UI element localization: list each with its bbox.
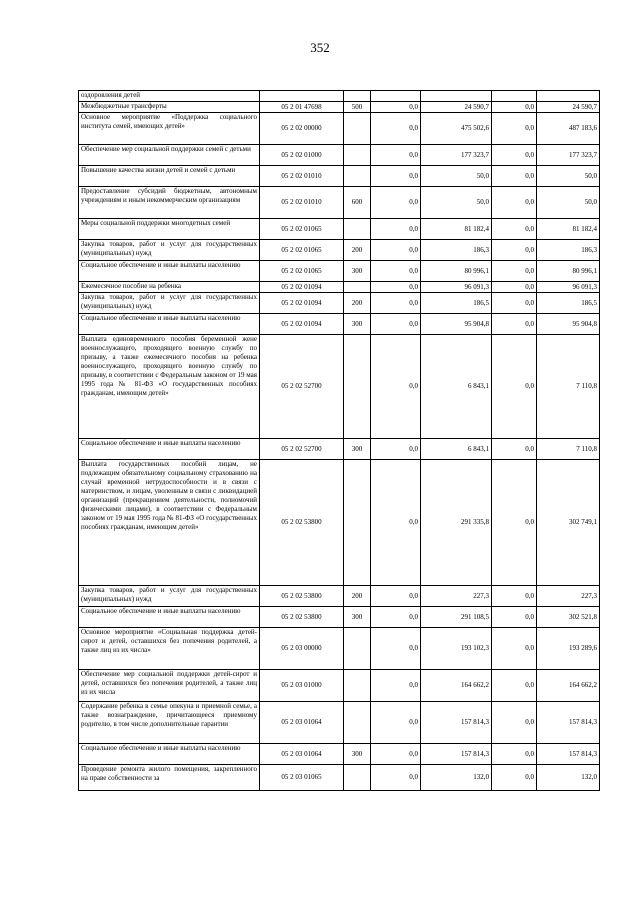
- target-code-cell: 05 2 03 01065: [260, 765, 344, 791]
- value-col-2-cell: 227,3: [421, 586, 492, 607]
- expense-type-cell: 600: [344, 187, 371, 219]
- value-col-3-cell: 0,0: [492, 702, 537, 744]
- value-col-4-cell: 302 749,1: [537, 460, 600, 586]
- row-name-cell: Социальное обеспечение и иные выплаты населению: [79, 439, 260, 460]
- value-col-2-cell: 291 335,8: [421, 460, 492, 586]
- row-name-cell: Повышение качества жизни детей и семей с детьми: [79, 166, 260, 187]
- row-name-cell: Ежемесячное пособие на ребенка: [79, 282, 260, 293]
- value-col-3-cell: 0,0: [492, 765, 537, 791]
- expense-type-cell: 200: [344, 240, 371, 261]
- value-col-2-cell: 186,5: [421, 293, 492, 314]
- expense-type-cell: [344, 91, 371, 102]
- value-col-1-cell: 0,0: [371, 145, 421, 166]
- table-row: [79, 240, 600, 261]
- value-col-1-cell: 0,0: [371, 335, 421, 439]
- expense-type-cell: [344, 335, 371, 439]
- value-col-4-cell: 193 289,6: [537, 628, 600, 670]
- row-name-cell: оздоровления детей: [79, 91, 260, 102]
- value-col-3-cell: 0,0: [492, 744, 537, 765]
- row-name-cell: Проведение ремонта жилого помещения, закрепленного на праве собственности за: [79, 765, 260, 791]
- value-col-4-cell: 302 521,8: [537, 607, 600, 628]
- value-col-4-cell: 487 183,6: [537, 113, 600, 145]
- row-name-cell: Выплата государственных пособий лицам, не подлежащим обязательному социальному страхованию на случай временной нетрудоспособности и в связи с материнством, и лицам, уволенным в связи с ликвидацией организаций (прекращением деятельности, полномочий физическими лицами), в соответствии с Федеральным законом от 19 мая 1995 года № 81-ФЗ «О государственных пособиях гражданам, имеющим детей»: [79, 460, 260, 586]
- value-col-2-cell: 81 182,4: [421, 219, 492, 240]
- value-col-4-cell: 157 814,3: [537, 744, 600, 765]
- value-col-4-cell: 81 182,4: [537, 219, 600, 240]
- value-col-4-cell: 50,0: [537, 187, 600, 219]
- value-col-1-cell: 0,0: [371, 628, 421, 670]
- expense-type-cell: 300: [344, 314, 371, 335]
- target-code-cell: 05 2 01 47698: [260, 102, 344, 113]
- value-col-3-cell: 0,0: [492, 293, 537, 314]
- table-row: [79, 628, 600, 670]
- value-col-1-cell: 0,0: [371, 744, 421, 765]
- value-col-2-cell: 186,3: [421, 240, 492, 261]
- table-row: [79, 282, 600, 293]
- expense-type-cell: [344, 460, 371, 586]
- row-name-cell: Выплата единовременного пособия беременной жене военнослужащего, проходящего военную службу по призыву, а также ежемесячного пособия на ребенка военнослужащего, проходящего военную службу по призыву, в соответствии с Федеральным законом от 19 мая 1995 года № 81-ФЗ «О государственных пособиях гражданам, имеющим детей»: [79, 335, 260, 439]
- value-col-2-cell: 95 904,8: [421, 314, 492, 335]
- value-col-2-cell: 157 814,3: [421, 744, 492, 765]
- value-col-3-cell: 0,0: [492, 586, 537, 607]
- value-col-2-cell: 50,0: [421, 166, 492, 187]
- expense-type-cell: [344, 145, 371, 166]
- value-col-4-cell: 7 110,8: [537, 439, 600, 460]
- value-col-2-cell: 24 590,7: [421, 102, 492, 113]
- expense-type-cell: [344, 166, 371, 187]
- value-col-1-cell: 0,0: [371, 460, 421, 586]
- target-code-cell: 05 2 02 53800: [260, 586, 344, 607]
- target-code-cell: 05 2 02 00000: [260, 113, 344, 145]
- table-row: [79, 219, 600, 240]
- expense-type-cell: [344, 628, 371, 670]
- target-code-cell: 05 2 02 01094: [260, 314, 344, 335]
- value-col-3-cell: 0,0: [492, 628, 537, 670]
- value-col-2-cell: 291 108,5: [421, 607, 492, 628]
- expense-type-cell: [344, 765, 371, 791]
- value-col-3-cell: 0,0: [492, 335, 537, 439]
- value-col-1-cell: 0,0: [371, 113, 421, 145]
- row-name-cell: Обеспечение мер социальной поддержки детей-сирот и детей, оставшихся без попечения родителей, а также лиц из их числа: [79, 670, 260, 702]
- value-col-1-cell: 0,0: [371, 702, 421, 744]
- budget-table: [78, 90, 600, 791]
- table-row: [79, 314, 600, 335]
- value-col-3-cell: 0,0: [492, 314, 537, 335]
- expense-type-cell: 300: [344, 744, 371, 765]
- value-col-4-cell: 96 091,3: [537, 282, 600, 293]
- table-row: [79, 166, 600, 187]
- table-row: [79, 765, 600, 791]
- expense-type-cell: 200: [344, 293, 371, 314]
- value-col-3-cell: 0,0: [492, 460, 537, 586]
- value-col-3-cell: 0,0: [492, 219, 537, 240]
- value-col-1-cell: 0,0: [371, 261, 421, 282]
- row-name-cell: Закупка товаров, работ и услуг для государственных (муниципальных) нужд: [79, 293, 260, 314]
- row-name-cell: Меры социальной поддержки многодетных семей: [79, 219, 260, 240]
- table-row: [79, 145, 600, 166]
- value-col-3-cell: 0,0: [492, 439, 537, 460]
- table-row: [79, 586, 600, 607]
- value-col-3-cell: 0,0: [492, 282, 537, 293]
- table-row: [79, 102, 600, 113]
- value-col-3-cell: 0,0: [492, 102, 537, 113]
- target-code-cell: 05 2 02 01010: [260, 187, 344, 219]
- value-col-4-cell: 157 814,3: [537, 702, 600, 744]
- target-code-cell: 05 2 02 52700: [260, 335, 344, 439]
- table-row: [79, 335, 600, 439]
- target-code-cell: 05 2 02 01094: [260, 293, 344, 314]
- value-col-1-cell: 0,0: [371, 102, 421, 113]
- target-code-cell: 05 2 02 01065: [260, 240, 344, 261]
- target-code-cell: 05 2 02 52700: [260, 439, 344, 460]
- row-name-cell: Обеспечение мер социальной поддержки семей с детьми: [79, 145, 260, 166]
- value-col-2-cell: 50,0: [421, 187, 492, 219]
- value-col-2-cell: 475 502,6: [421, 113, 492, 145]
- row-name-cell: Предоставление субсидий бюджетным, автономным учреждениям и иным некоммерческим организациям: [79, 187, 260, 219]
- target-code-cell: 05 2 02 53800: [260, 460, 344, 586]
- value-col-4-cell: 186,5: [537, 293, 600, 314]
- value-col-3-cell: 0,0: [492, 607, 537, 628]
- table-row: [79, 91, 600, 102]
- value-col-1-cell: 0,0: [371, 282, 421, 293]
- value-col-1-cell: 0,0: [371, 586, 421, 607]
- target-code-cell: [260, 91, 344, 102]
- row-name-cell: Содержание ребенка в семье опекуна и приемной семье, а также вознаграждение, причитающееся приемному родителю, в том числе дополнительные гарантии: [79, 702, 260, 744]
- value-col-3-cell: 0,0: [492, 145, 537, 166]
- value-col-1-cell: 0,0: [371, 240, 421, 261]
- table-row: [79, 261, 600, 282]
- target-code-cell: 05 2 02 53800: [260, 607, 344, 628]
- value-col-4-cell: 80 996,1: [537, 261, 600, 282]
- value-col-2-cell: 157 814,3: [421, 702, 492, 744]
- target-code-cell: 05 2 02 01094: [260, 282, 344, 293]
- value-col-1-cell: 0,0: [371, 670, 421, 702]
- value-col-4-cell: 50,0: [537, 166, 600, 187]
- value-col-1-cell: 0,0: [371, 439, 421, 460]
- value-col-4-cell: 164 662,2: [537, 670, 600, 702]
- value-col-2-cell: 6 843,1: [421, 335, 492, 439]
- value-col-1-cell: 0,0: [371, 187, 421, 219]
- value-col-3-cell: 0,0: [492, 670, 537, 702]
- table-row: [79, 293, 600, 314]
- value-col-3-cell: 0,0: [492, 261, 537, 282]
- value-col-2-cell: 6 843,1: [421, 439, 492, 460]
- expense-type-cell: [344, 702, 371, 744]
- value-col-3-cell: 0,0: [492, 166, 537, 187]
- target-code-cell: 05 2 02 01010: [260, 166, 344, 187]
- value-col-2-cell: 80 996,1: [421, 261, 492, 282]
- value-col-4-cell: 24 590,7: [537, 102, 600, 113]
- value-col-3-cell: 0,0: [492, 187, 537, 219]
- value-col-2-cell: [421, 91, 492, 102]
- value-col-4-cell: 177 323,7: [537, 145, 600, 166]
- table-row: [79, 439, 600, 460]
- value-col-2-cell: 177 323,7: [421, 145, 492, 166]
- target-code-cell: 05 2 03 00000: [260, 628, 344, 670]
- target-code-cell: 05 2 03 01064: [260, 744, 344, 765]
- value-col-2-cell: 193 102,3: [421, 628, 492, 670]
- value-col-3-cell: [492, 91, 537, 102]
- value-col-4-cell: 227,3: [537, 586, 600, 607]
- table-row: [79, 113, 600, 145]
- target-code-cell: 05 2 02 01065: [260, 261, 344, 282]
- value-col-4-cell: 186,3: [537, 240, 600, 261]
- value-col-4-cell: 132,0: [537, 765, 600, 791]
- value-col-1-cell: 0,0: [371, 293, 421, 314]
- target-code-cell: 05 2 03 01064: [260, 702, 344, 744]
- target-code-cell: 05 2 02 01000: [260, 145, 344, 166]
- expense-type-cell: 500: [344, 102, 371, 113]
- table-row: [79, 607, 600, 628]
- table-row: [79, 187, 600, 219]
- value-col-1-cell: [371, 91, 421, 102]
- row-name-cell: Социальное обеспечение и иные выплаты населению: [79, 261, 260, 282]
- value-col-1-cell: 0,0: [371, 219, 421, 240]
- value-col-4-cell: 95 904,8: [537, 314, 600, 335]
- expense-type-cell: 300: [344, 439, 371, 460]
- row-name-cell: Основное мероприятие «Социальная поддержка детей-сирот и детей, оставшихся без попечения родителей, а также лиц из их числа»: [79, 628, 260, 670]
- value-col-2-cell: 132,0: [421, 765, 492, 791]
- value-col-2-cell: 164 662,2: [421, 670, 492, 702]
- expense-type-cell: [344, 113, 371, 145]
- page-number: 352: [310, 40, 330, 55]
- value-col-1-cell: 0,0: [371, 314, 421, 335]
- expense-type-cell: [344, 219, 371, 240]
- expense-type-cell: [344, 670, 371, 702]
- value-col-4-cell: 7 110,8: [537, 335, 600, 439]
- row-name-cell: Основное мероприятие «Поддержка социального института семей, имеющих детей»: [79, 113, 260, 145]
- row-name-cell: Социальное обеспечение и иные выплаты населению: [79, 607, 260, 628]
- table-row: [79, 670, 600, 702]
- value-col-1-cell: 0,0: [371, 166, 421, 187]
- target-code-cell: 05 2 02 01065: [260, 219, 344, 240]
- row-name-cell: Социальное обеспечение и иные выплаты населению: [79, 314, 260, 335]
- value-col-3-cell: 0,0: [492, 113, 537, 145]
- target-code-cell: 05 2 03 01000: [260, 670, 344, 702]
- value-col-2-cell: 96 091,3: [421, 282, 492, 293]
- table-row: [79, 460, 600, 586]
- value-col-1-cell: 0,0: [371, 607, 421, 628]
- value-col-3-cell: 0,0: [492, 240, 537, 261]
- value-col-1-cell: 0,0: [371, 765, 421, 791]
- table-row: [79, 702, 600, 744]
- expense-type-cell: [344, 282, 371, 293]
- value-col-4-cell: [537, 91, 600, 102]
- expense-type-cell: 300: [344, 261, 371, 282]
- row-name-cell: Закупка товаров, работ и услуг для государственных (муниципальных) нужд: [79, 240, 260, 261]
- row-name-cell: Социальное обеспечение и иные выплаты населению: [79, 744, 260, 765]
- row-name-cell: Межбюджетные трансферты: [79, 102, 260, 113]
- row-name-cell: Закупка товаров, работ и услуг для государственных (муниципальных) нужд: [79, 586, 260, 607]
- table-row: [79, 744, 600, 765]
- expense-type-cell: 200: [344, 586, 371, 607]
- expense-type-cell: 300: [344, 607, 371, 628]
